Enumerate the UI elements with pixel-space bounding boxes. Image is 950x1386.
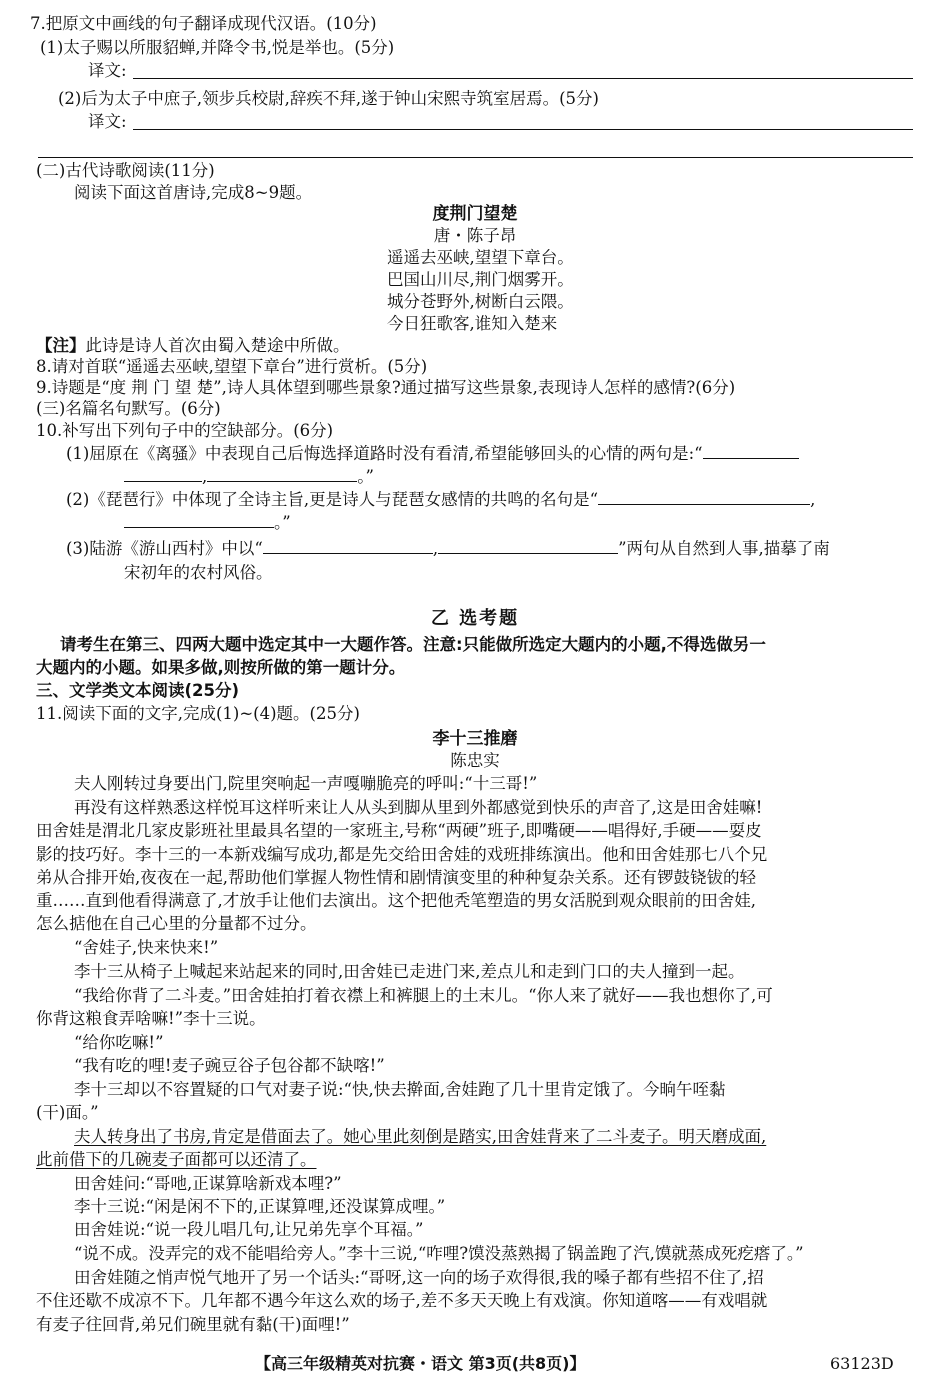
- story-line: “给你吃嘛!”: [74, 1033, 164, 1052]
- note-text: 此诗是诗人首次由蜀入楚途中所做。: [85, 336, 350, 355]
- note-tag: 【注】: [36, 336, 86, 355]
- answer-line[interactable]: [38, 157, 913, 158]
- q10-item-1: [66, 443, 799, 465]
- comma: ,: [810, 490, 816, 509]
- blank-field[interactable]: [124, 513, 274, 528]
- story-line: 重……直到他看得满意了,才放手让他们去演出。这个把他秃笔塑造的男女活脱到观众眼前的田舍娃,: [36, 891, 756, 910]
- blank-field[interactable]: [598, 490, 810, 505]
- story-line: 不住还歇不成凉不下。几年都不遇今年这么欢的场子,差不多天天晚上有戏演。你知道喀——有戏唱就: [36, 1291, 768, 1310]
- question-8: 8.请对首联“遥遥去巫峡,望望下章台”进行赏析。(5分): [36, 357, 428, 376]
- q7-heading: 7.把原文中画线的句子翻译成现代汉语。(10分): [30, 14, 377, 33]
- question-9: 9.诗题是“度 荆 门 望 楚”,诗人具体望到哪些景象?通过描写这些景象,表现诗人怎样的感情?(6分): [36, 378, 736, 397]
- story-line-underlined: 此前借下的几碗麦子面都可以还清了。: [36, 1150, 317, 1169]
- q7-item-1-answer-label: 译文:: [88, 61, 127, 80]
- q10-item-1-text: (1)屈原在《离骚》中表现自己后悔选择道路时没有看清,希望能够回头的心情的两句是:“: [66, 444, 703, 463]
- story-line-underlined: 夫人转身出了书房,肯定是借面去了。她心里此刻倒是踏实,田舍娃背来了二斗麦子。明天磨成面,: [74, 1127, 767, 1146]
- story-author: 陈忠实: [450, 751, 500, 770]
- q7-item-2: (2)后为太子中庶子,领步兵校尉,辞疾不拜,遂于钟山宋熙寺筑室居焉。(5分): [58, 89, 599, 108]
- story-line: “说不成。没弄完的戏不能唱给旁人。”李十三说,“咋哩?馍没蒸熟揭了锅盖跑了汽,馍就蒸成死疙瘩了。”: [74, 1244, 804, 1263]
- exam-code: 63123D: [830, 1354, 894, 1373]
- poem-author: 唐・陈子昂: [433, 226, 517, 245]
- optional-instructions-line-2: 大题内的小题。如果多做,则按所做的第一题计分。: [36, 658, 406, 677]
- answer-line[interactable]: [133, 78, 913, 79]
- q10-item-3-tail: ”两句从自然到人事,描摹了南: [618, 539, 830, 558]
- story-line: “我给你背了二斗麦。”田舍娃拍打着衣襟上和裤腿上的土末儿。“你人来了就好——我也想你了,可: [74, 986, 773, 1005]
- poem-line: 今日狂歌客,谁知入楚来: [387, 314, 558, 333]
- story-line: “舍娃子,快来快来!”: [74, 938, 219, 957]
- q10-item-3: [66, 538, 830, 560]
- story-line: “我有吃的哩!麦子豌豆谷子包谷都不缺喀!”: [74, 1056, 385, 1075]
- comma: ,: [202, 467, 208, 486]
- story-title: 李十三推磨: [432, 729, 518, 749]
- optional-instructions-line-1: 请考生在第三、四两大题中选定其中一大题作答。注意:只能做所选定大题内的小题,不得选做另一: [60, 635, 766, 654]
- literary-section-heading: 三、文学类文本阅读(25分): [36, 681, 240, 700]
- question-11: 11.阅读下面的文字,完成(1)~(4)题。(25分): [36, 704, 360, 723]
- story-line: 弟从合排开始,夜夜在一起,帮助他们掌握人物性情和剧情演变里的种种复杂关系。还有锣鼓铙钹的轻: [36, 868, 756, 887]
- story-line: 李十三却以不容置疑的口气对妻子说:“快,快去擀面,舍娃跑了几十里肯定饿了。今晌午咥黏: [74, 1080, 726, 1099]
- poem-note: [36, 335, 350, 357]
- story-line: (干)面。”: [36, 1103, 99, 1122]
- q10-item-2-cont: [124, 512, 291, 534]
- q7-item-1: (1)太子赐以所服貂蝉,并降令书,悦是举也。(5分): [40, 38, 395, 57]
- poetry-section-heading: (二)古代诗歌阅读(11分): [36, 161, 215, 180]
- page-footer: 【高三年级精英对抗赛・语文 第3页(共8页)】: [255, 1354, 586, 1373]
- story-line: 田舍娃是渭北几家皮影班社里最具名望的一家班主,号称“两硬”班子,即嘴硬——唱得好,手硬——耍皮: [36, 821, 762, 840]
- famous-lines-section-heading: (三)名篇名句默写。(6分): [36, 399, 221, 418]
- comma: ,: [432, 539, 439, 558]
- question-10: 10.补写出下列句子中的空缺部分。(6分): [36, 421, 334, 440]
- story-line: 你背这粮食弄啥嘛!”李十三说。: [36, 1009, 266, 1028]
- blank-field[interactable]: [124, 467, 202, 482]
- blank-field[interactable]: [207, 467, 357, 482]
- poetry-intro: 阅读下面这首唐诗,完成8~9题。: [74, 183, 313, 202]
- blank-field[interactable]: [438, 539, 618, 554]
- story-line: 影的技巧好。李十三的一本新戏编写成功,都是先交给田舍娃的戏班排练演出。他和田舍娃那七八个兄: [36, 845, 768, 864]
- q10-item-1-cont: [124, 466, 374, 488]
- optional-section-heading: 乙 选考题: [430, 608, 520, 629]
- closing-mark: 。”: [274, 513, 291, 532]
- story-line: 李十三说:“闲是闲不下的,正谋算哩,还没谋算成哩。”: [74, 1197, 446, 1216]
- story-line: 有麦子往回背,弟兄们碗里就有黏(干)面哩!”: [36, 1315, 350, 1334]
- q10-item-2: [66, 489, 815, 511]
- q10-item-3-text: (3)陆游《游山西村》中以“: [66, 539, 263, 558]
- story-line: 怎么掂他在自己心里的分量都不过分。: [36, 914, 317, 933]
- blank-field[interactable]: [263, 539, 433, 554]
- q7-item-2-answer-label: 译文:: [88, 112, 127, 131]
- closing-mark: 。”: [357, 467, 374, 486]
- blank-field[interactable]: [703, 444, 799, 459]
- story-line: 再没有这样熟悉这样悦耳这样听来让人从头到脚从里到外都感觉到快乐的声音了,这是田舍娃嘛!: [74, 798, 763, 817]
- q10-item-2-text: (2)《琵琶行》中体现了全诗主旨,更是诗人与琵琶女感情的共鸣的名句是“: [66, 490, 599, 509]
- poem-line: 遥遥去巫峡,望望下章台。: [387, 248, 574, 267]
- story-line: 夫人刚转过身要出门,院里突响起一声嘎嘣脆亮的呼叫:“十三哥!”: [74, 774, 538, 793]
- story-line: 田舍娃问:“哥吔,正谋算啥新戏本哩?”: [74, 1174, 342, 1193]
- poem-title: 度荆门望楚: [432, 204, 518, 224]
- story-line: 李十三从椅子上喊起来站起来的同时,田舍娃已走进门来,差点儿和走到门口的夫人撞到一起。: [74, 962, 745, 981]
- poem-line: 城分苍野外,树断白云隈。: [387, 292, 574, 311]
- poem-line: 巴国山川尽,荆门烟雾开。: [387, 270, 574, 289]
- story-line: 田舍娃说:“说一段儿唱几句,让兄弟先享个耳福。”: [74, 1220, 424, 1239]
- answer-line[interactable]: [133, 129, 913, 130]
- story-line: 田舍娃随之悄声悦气地开了另一个话头:“哥呀,这一向的场子欢得很,我的嗓子都有些招不住了,招: [74, 1268, 764, 1287]
- q10-item-3-cont: 宋初年的农村风俗。: [124, 563, 273, 582]
